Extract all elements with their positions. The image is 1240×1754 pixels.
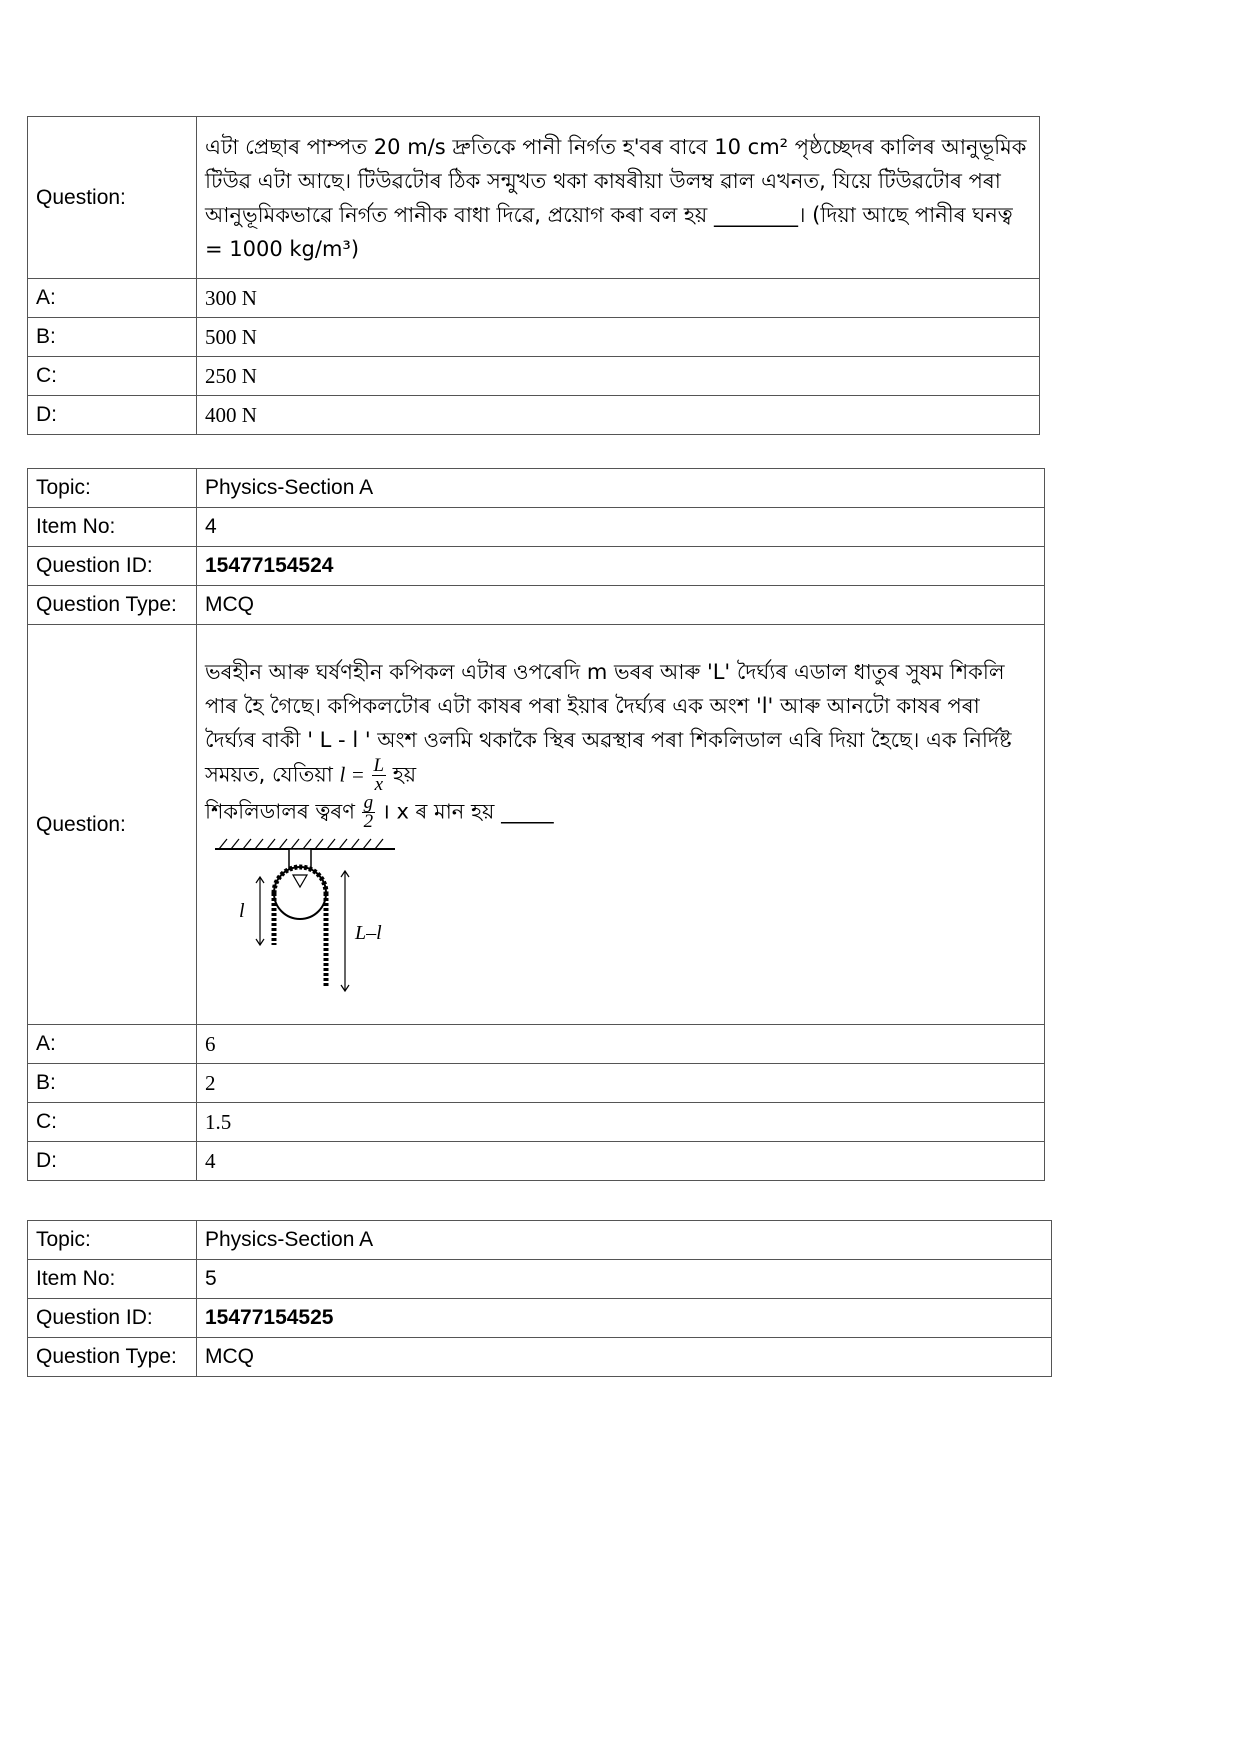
option-value: 6: [197, 1025, 1045, 1064]
option-value: 2: [197, 1064, 1045, 1103]
option-value: 4: [197, 1142, 1045, 1181]
question-id-label: Question ID:: [28, 1299, 197, 1338]
option-label: A:: [28, 1025, 197, 1064]
question-type-label: Question Type:: [28, 586, 197, 625]
option-value: 500 N: [197, 318, 1040, 357]
option-value: 300 N: [197, 279, 1040, 318]
topic-label: Topic:: [28, 1221, 197, 1260]
question-text: । x ৰ মান হয় _____: [381, 799, 554, 823]
item-no-label: Item No:: [28, 1260, 197, 1299]
question-4-table: [27, 468, 1045, 1181]
option-value: 1.5: [197, 1103, 1045, 1142]
option-label: D:: [28, 396, 197, 435]
question-id-value: 15477154525: [205, 1306, 334, 1329]
equation-denominator: x: [374, 773, 383, 795]
item-no-value: 5: [197, 1260, 1052, 1299]
option-label: C:: [28, 1103, 197, 1142]
pulley-chain-figure: [205, 835, 405, 995]
option-label: C:: [28, 357, 197, 396]
item-no-label: Item No:: [28, 508, 197, 547]
equation-numerator: L: [373, 754, 385, 776]
question-body: [197, 625, 1045, 1025]
topic-label: Topic:: [28, 469, 197, 508]
question-id-value: 15477154524: [205, 554, 334, 577]
option-label: D:: [28, 1142, 197, 1181]
option-value: 250 N: [197, 357, 1040, 396]
figure-label-l: l: [239, 899, 245, 922]
topic-value: Physics-Section A: [197, 469, 1045, 508]
figure-label-l-minus: L–l: [355, 921, 382, 944]
topic-value: Physics-Section A: [197, 1221, 1052, 1260]
question-text: শিকলিডালৰ ত্বৰণ: [205, 799, 355, 823]
question-id-label: Question ID:: [28, 547, 197, 586]
equation-fraction: [372, 754, 387, 795]
question-label: Question:: [28, 625, 197, 1025]
equation-lhs: l =: [339, 762, 365, 786]
acceleration-denominator: 2: [363, 810, 374, 832]
question-text: এটা প্ৰেছাৰ পাম্পত 20 m/s দ্ৰুতিকে পানী নিৰ্গত হ'বৰ বাবে 10 cm² পৃষ্ঠচ্ছেদৰ কালিৰ আনুভূমিক টিউৱ এটা আছে। টিউৱটোৰ ঠিক সন্মুখত থকা কাষৰীয়া উলম্ব ৱাল এখনত, যিয়ে টিউৱটোৰ পৰা আনুভূমিকভাৱে নিৰ্গত পানীক বাধা দিৱে, প্ৰয়োগ কৰা বল হয় ________। (দিয়া আছে পানীৰ ঘনত্ব = 1000 kg/m³): [197, 117, 1040, 279]
option-label: B:: [28, 318, 197, 357]
question-type-label: Question Type:: [28, 1338, 197, 1377]
option-label: B:: [28, 1064, 197, 1103]
acceleration-numerator: g: [363, 791, 374, 813]
option-value: 400 N: [197, 396, 1040, 435]
question-text: ভৰহীন আৰু ঘৰ্ষণহীন কপিকল এটাৰ ওপৰেদি m ভৰৰ আৰু 'L' দৈৰ্ঘ্যৰ এডাল ধাতুৰ সুষম শিকলি পাৰ হৈ গৈছে। কপিকলটোৰ এটা কাষৰ পৰা ইয়াৰ দৈৰ্ঘ্যৰ এক অংশ 'l' আৰু আনটো কাষৰ পৰা দৈৰ্ঘ্যৰ বাকী ' L - l ' অংশ ওলমি থকাকৈ স্থিৰ অৱস্থাৰ পৰা শিকলিডাল এৰি দিয়া হৈছে। এক নিৰ্দিষ্ট সময়ত, যেতিয়া: [205, 659, 1012, 786]
acceleration-fraction: [362, 791, 376, 832]
question-5-table: [27, 1220, 1052, 1377]
question-label: Question:: [28, 117, 197, 279]
question-3-table: [27, 116, 1040, 435]
item-no-value: 4: [197, 508, 1045, 547]
question-type-value: MCQ: [197, 1338, 1052, 1377]
option-label: A:: [28, 279, 197, 318]
question-type-value: MCQ: [197, 586, 1045, 625]
question-text: হয়: [392, 762, 417, 786]
